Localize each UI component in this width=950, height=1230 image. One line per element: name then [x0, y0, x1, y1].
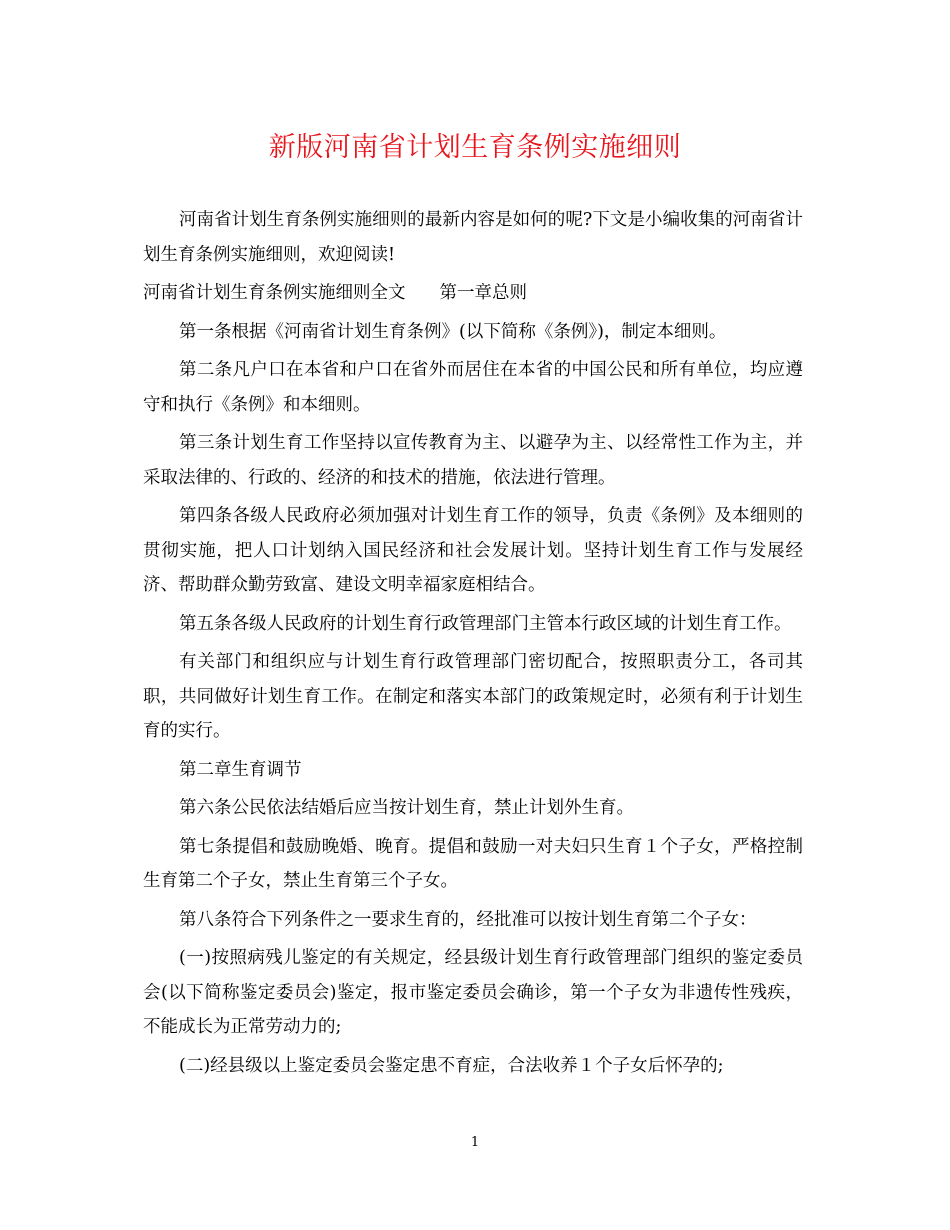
- article-5-continuation: 有关部门和组织应与计划生育行政管理部门密切配合，按照职责分工，各司其职，共同做好计划生育工作。在制定和落实本部门的政策规定时，必须有利于计划生育的实行。: [143, 652, 803, 741]
- document-title: 新版河南省计划生育条例实施细则: [268, 132, 682, 163]
- chapter-1-heading: 第一章总则: [439, 283, 527, 303]
- document-body: [143, 203, 803, 1087]
- article-1: 第一条根据《河南省计划生育条例》(以下简称《条例》)，制定本细则。: [179, 321, 727, 342]
- fulltext-heading-line: [143, 276, 803, 311]
- article-8-item-2: (二)经县级以上鉴定委员会鉴定患不育症，合法收养１个子女后怀孕的;: [179, 1055, 724, 1076]
- article-2: 第二条凡户口在本省和户口在省外而居住在本省的中国公民和所有单位，均应遵守和执行《条例》和本细则。: [143, 360, 803, 415]
- page-number: 1: [470, 1135, 480, 1150]
- article-6: 第六条公民依法结婚后应当按计划生育，禁止计划外生育。: [179, 798, 634, 818]
- article-8: 第八条符合下列条件之一要求生育的，经批准可以按计划生育第二个子女：: [179, 909, 757, 930]
- article-3: 第三条计划生育工作坚持以宣传教育为主、以避孕为主、以经常性工作为主，并采取法律的、行政的、经济的和技术的措施，依法进行管理。: [143, 433, 803, 488]
- chapter-2-heading: 第二章生育调节: [179, 759, 302, 780]
- intro-paragraph: 河南省计划生育条例实施细则的最新内容是如何的呢?下文是小编收集的河南省计划生育条例实施细则，欢迎阅读!: [143, 210, 803, 265]
- article-7: 第七条提倡和鼓励晚婚、晚育。提倡和鼓励一对夫妇只生育１个子女，严格控制生育第二个子女，禁止生育第三个子女。: [143, 836, 803, 891]
- fulltext-label: 河南省计划生育条例实施细则全文: [143, 283, 406, 303]
- article-5: 第五条各级人民政府的计划生育行政管理部门主管本行政区域的计划生育工作。: [179, 613, 792, 634]
- article-8-item-1: (一)按照病残儿鉴定的有关规定，经县级计划生育行政管理部门组织的鉴定委员会(以下简称鉴定委员会)鉴定，报市鉴定委员会确诊，第一个子女为非遗传性残疾，不能成长为正常劳动力的;: [143, 948, 803, 1037]
- article-4: 第四条各级人民政府必须加强对计划生育工作的领导，负责《条例》及本细则的贯彻实施，把人口计划纳入国民经济和社会发展计划。坚持计划生育工作与发展经济、帮助群众勤劳致富、建设文明幸福家庭相结合。: [143, 506, 803, 595]
